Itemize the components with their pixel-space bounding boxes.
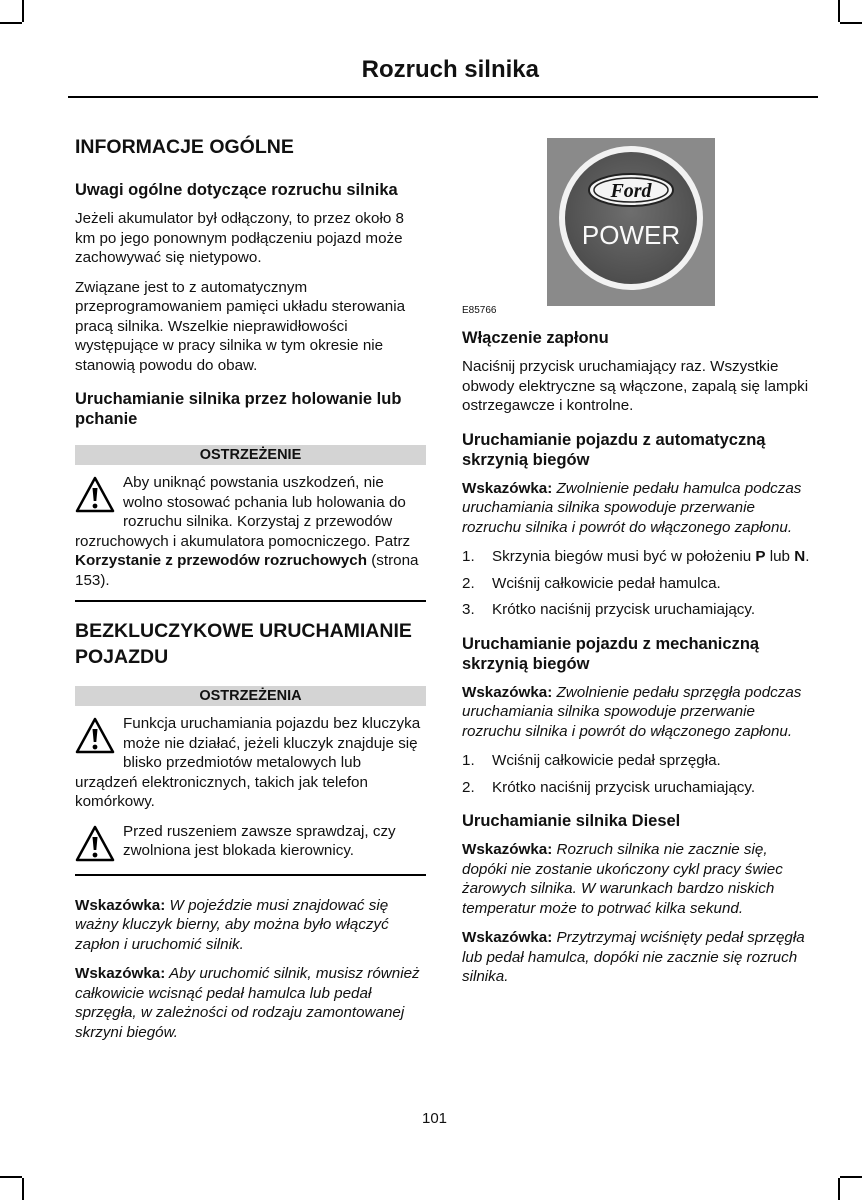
right-column (462, 138, 813, 997)
paragraph-battery: Jeżeli akumulator był odłączony, to przez około 8 km po jego ponownym podłączeniu pojazd może zachowywać się nietypowo. (75, 210, 404, 266)
list-item (462, 778, 813, 798)
note-automatic (462, 479, 813, 538)
note-passive-key (75, 896, 426, 955)
note-diesel-glow (462, 840, 813, 918)
warning-text: Aby uniknąć powstania uszkodzeń, nie wolno stosować pchania lub holowania do rozruchu silnika. Korzystaj z przewodów rozruchowych i akumulatora pomocniczego. Patrz (75, 474, 411, 550)
crop-mark (840, 1176, 862, 1178)
step-text: Krótko naciśnij przycisk uruchamiający. (492, 601, 756, 618)
gear-letter: P (755, 548, 766, 565)
ford-logo-text: Ford (610, 180, 652, 202)
warning-header: OSTRZEŻENIE (75, 445, 426, 465)
step-number: 2. (462, 778, 475, 796)
warning-triangle-icon (75, 824, 115, 864)
note-text: Rozruch silnika nie zacznie się, dopóki nie zostanie ukończony cykl pracy świec żarowych silnika. W warunkach bardzo niskich temperatur może to potrwać kilka sekund. (462, 841, 783, 917)
warning-text: Przed ruszeniem zawsze sprawdzaj, czy zwolniona jest blokada kierownicy. (123, 822, 396, 859)
note-label: Wskazówka: (75, 965, 166, 982)
page-number: 101 (422, 1110, 448, 1127)
gear-letter: N (794, 548, 806, 565)
step-number: 1. (462, 548, 475, 565)
step-number: 2. (462, 574, 475, 592)
note-text: W pojeździe musi znajdować się ważny kluczyk bierny, aby można było włączyć zapłon i uruchomić silnik. (75, 896, 389, 953)
subheading-diesel: Uruchamianie silnika Diesel (462, 812, 681, 830)
step-text: . (805, 548, 810, 565)
paragraph-reprogramming: Związane jest to z automatycznym przeprogramowaniem pamięci układu sterowania pracą silnika. Wszelkie nieprawidłowości występujące w pracy silnika w tym okresie nie stanowią powodu do obaw. (75, 278, 406, 374)
figure-code: E85766 (462, 305, 497, 316)
warning-triangle-icon (75, 716, 115, 756)
header-rule (68, 96, 818, 98)
subheading-general-notes: Uwagi ogólne dotyczące rozruchu silnika (75, 181, 398, 199)
step-text: Wciśnij całkowicie pedał hamulca. (492, 574, 721, 592)
warnings-header: OSTRZEŻENIA (75, 686, 426, 706)
note-manual (462, 683, 813, 742)
note-label: Wskazówka: (462, 683, 553, 701)
subheading-automatic: Uruchamianie pojazdu z automatyczną skrzynią biegów (462, 430, 766, 469)
warning-text: Funkcja uruchamiania pojazdu bez kluczyka może nie działać, jeżeli kluczyk znajduje się blisko przedmiotów metalowych lub urządzeń elektronicznych, takich jak telefon komórkowy. (75, 715, 421, 810)
note-label: Wskazówka: (75, 896, 166, 914)
cross-reference-link[interactable]: Korzystanie z przewodów rozruchowych (75, 552, 367, 569)
left-column (75, 130, 426, 1052)
note-label: Wskazówka: (462, 841, 553, 858)
step-text: Skrzynia biegów musi być w położeniu (492, 548, 756, 565)
crop-mark (22, 1178, 24, 1200)
section-heading-general: INFORMACJE OGÓLNE (75, 136, 294, 158)
crop-mark (840, 22, 862, 24)
warning-item (75, 714, 426, 812)
automatic-steps-list (462, 547, 813, 620)
note-text: Zwolnienie pedału sprzęgła podczas uruchamiania silnika spowoduje przerwanie rozruchu silnika i powrót do włączonego zapłonu. (462, 683, 802, 740)
step-number: 1. (462, 752, 475, 769)
power-button-figure (462, 138, 813, 314)
warning-end-rule (75, 874, 426, 876)
step-text: Krótko naciśnij przycisk uruchamiający. (492, 778, 756, 796)
note-text: Przytrzymaj wciśnięty pedał sprzęgła lub pedał hamulca, dopóki nie zacznie się rozruch silnika. (462, 929, 805, 985)
list-item (462, 547, 813, 567)
note-label: Wskazówka: (462, 929, 553, 946)
warning-item (75, 473, 426, 590)
manual-steps-list (462, 751, 813, 797)
list-item (462, 574, 813, 594)
subheading-tow-start: Uruchamianie silnika przez holowanie lub pchanie (75, 390, 402, 428)
note-pedal (75, 964, 426, 1042)
crop-mark (0, 1176, 22, 1178)
figure-frame (547, 138, 715, 306)
crop-mark (838, 1178, 840, 1200)
note-text: Zwolnienie pedału hamulca podczas uruchamiania silnika spowoduje przerwanie rozruchu silnika i powrót do włączonego zapłonu. (462, 479, 802, 536)
crop-mark (838, 0, 840, 22)
warning-item (75, 822, 426, 864)
subheading-ignition: Włączenie zapłonu (462, 329, 609, 347)
paragraph-ignition: Naciśnij przycisk uruchamiający raz. Wszystkie obwody elektryczne są włączone, zapalą się lampki ostrzegawcze i kontrolne. (462, 358, 809, 414)
crop-mark (22, 0, 24, 22)
list-item (462, 751, 813, 771)
crop-mark (0, 22, 22, 24)
page-title: Rozruch silnika (361, 56, 539, 83)
power-label-text: POWER (581, 220, 681, 250)
list-item (462, 600, 813, 620)
power-button-illustration (547, 138, 715, 306)
subheading-manual: Uruchamianie pojazdu z mechaniczną skrzynią biegów (462, 634, 760, 673)
warning-end-rule (75, 600, 426, 602)
step-number: 3. (462, 601, 475, 618)
note-label: Wskazówka: (462, 479, 553, 497)
step-text: lub (765, 548, 795, 565)
note-diesel-pedal (462, 928, 813, 987)
note-text: Aby uruchomić silnik, musisz również całkowicie wcisnąć pedał hamulca lub pedał sprzęgła, w zależności od rodzaju zamontowanej skrzyni biegów. (75, 965, 420, 1041)
section-heading-keyless: BEZKLUCZYKOWE URUCHAMIANIE POJAZDU (75, 620, 412, 668)
page-reference: (strona 153). (75, 552, 419, 589)
warning-triangle-icon (75, 475, 115, 515)
step-text: Wciśnij całkowicie pedał sprzęgła. (492, 752, 721, 769)
